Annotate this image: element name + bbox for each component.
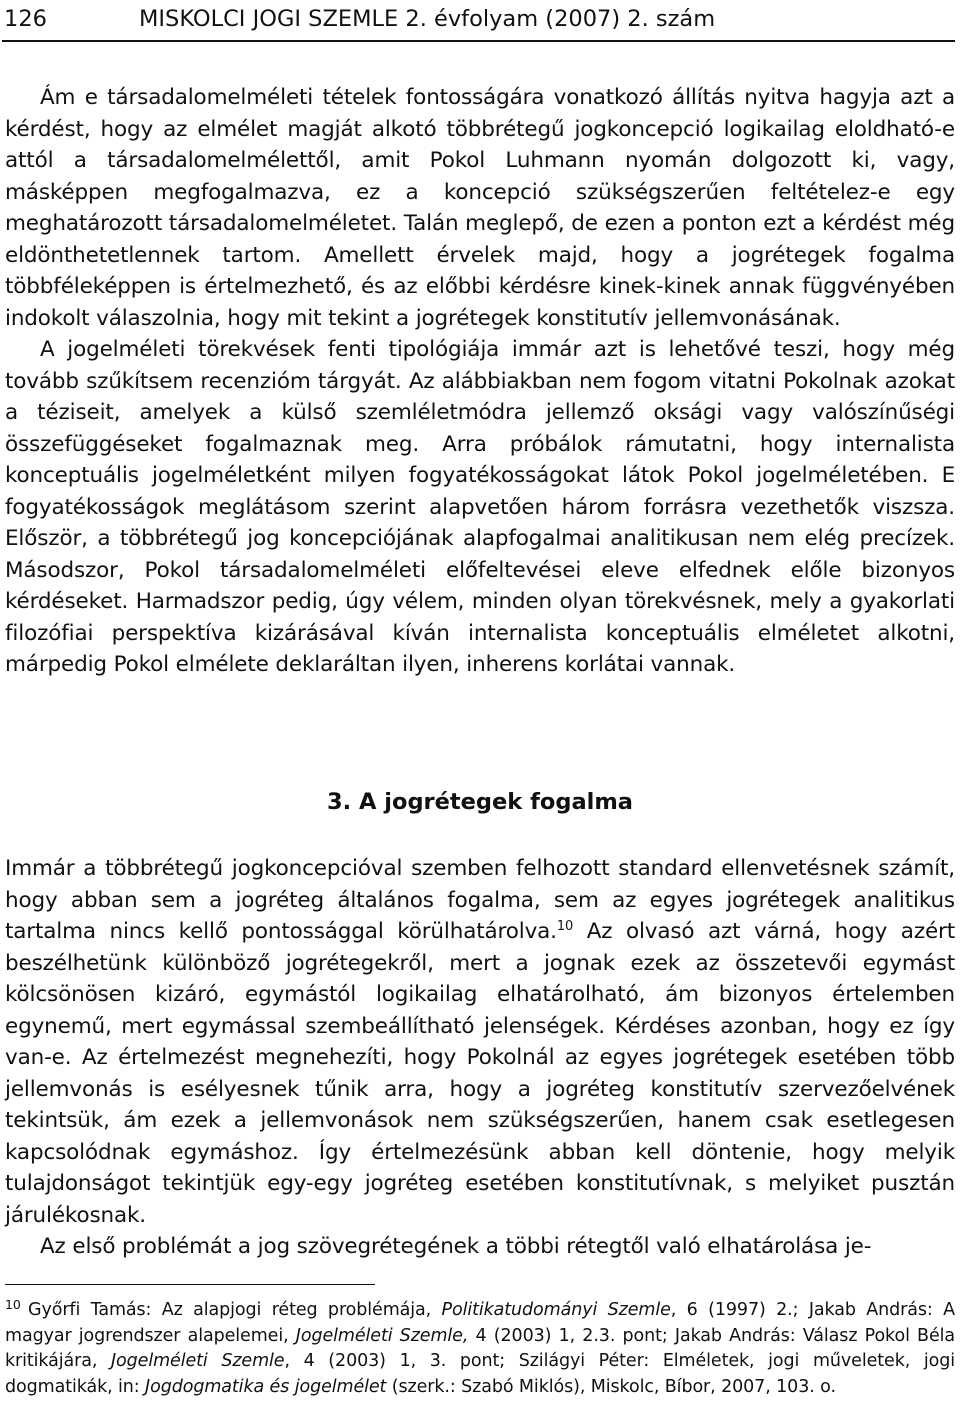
- paragraph: [5, 853, 955, 1231]
- running-header: [4, 4, 954, 38]
- footnote-number: 10: [5, 1297, 21, 1312]
- footnote-segment: (szerk.: Szabó Miklós), Miskolc, Bíbor, 2007, 103. o.: [386, 1376, 836, 1397]
- section-1-text: [5, 82, 955, 681]
- journal-title: MISKOLCI JOGI SZEMLE 2. évfolyam (2007) 2. szám: [139, 6, 716, 32]
- paragraph: A jogelméleti törekvések fenti tipológiája immár azt is lehetővé teszi, hogy még tovább szűkítsem recenzióm tárgyát. Az alábbiakban nem fogom vitatni Pokolnak azokat a téziseit, amelyek a külső szemléletmódra jellemző oksági vagy valószínűségi összefüggéseket fogalmaznak meg. Arra próbálok rámutatni, hogy internalista konceptuális jogelméletként milyen fogyatékosságokat látok Pokol jogelméletében. E fogyatékosságok meglátásom szerint alapvetően három forrásra vezethetők viszsza. Először, a többrétegű jog koncepciójának alapfogalmai analitikusan nem elég precízek. Másodszor, Pokol társadalomelméleti előfeltevései eleve elfednek előle bizonyos kérdéseket. Harmadszor pedig, úgy vélem, minden olyan törekvésnek, mely a gyakorlati filozófiai perspektíva kizárásával kíván internalista konceptuális elméletet alkotni, márpedig Pokol elmélete deklaráltan ilyen, inherens korlátai vannak.: [5, 337, 955, 677]
- section-heading: 3. A jogrétegek fogalma: [327, 789, 633, 815]
- footnote-book-title: Jogdogmatika és jogelmélet: [145, 1376, 387, 1397]
- footnote-journal-title: Jogelméleti Szemle,: [295, 1325, 469, 1346]
- footnote: [5, 1298, 955, 1400]
- footnote-journal-title: Politikatudományi Szemle: [441, 1300, 671, 1320]
- footnote-segment: 4 (2003) 1, 2.3. pont; Jakab András: Válasz Pokol Béla kritikájára,: [5, 1325, 956, 1371]
- paragraph: Az első problémát a jog szövegrétegének a többi rétegtől való elhatárolása je-: [40, 1234, 872, 1259]
- footnote-text: [5, 1298, 955, 1400]
- footnote-segment: , 4 (2003) 1, 3. pont; Szilágyi Péter: Elméletek, jogi műveletek, jogi dogmatikák, in:: [5, 1351, 955, 1397]
- paragraph: Ám e társadalomelméleti tételek fontosságára vonatkozó állítás nyitva hagyja azt a kérdést, hogy az elmélet magját alkotó többrétegű jogkoncepció logikailag eloldható-e attól a társadalomelmélettől, amit Pokol Luhmann nyomán dolgozott ki, vagy, másképpen megfogalmazva, ez a koncepció szükségszerűen feltételez-e egy meghatározott társadalomelméletet. Talán meglepő, de ezen a ponton ezt a kérdést még eldönthetetlennek tartom. Amellett érvelek majd, hogy a jogrétegek fogalma többféleképpen is értelmezhető, és az előbbi kérdésre kinek-kinek annak függvényében indokolt válaszolnia, hogy mit tekint a jogrétegek konstitutív jellemvonásának.: [5, 85, 955, 331]
- paragraph-text: Az olvasó azt várná, hogy azért beszélhetünk különböző jogrétegekről, mert a jognak ezek az összetevői egymást kölcsönösen kizáró, egymástól logikailag elhatárolható, ám bizonyos értelemben egynemű, mert egymással szembeállítható jelenségek. Kérdéses azonban, hogy ez így van-e. Az értelmezést megnehezíti, hogy Pokolnál az egyes jogrétegek esetében több jellemvonás is esélyesnek tűnik arra, hogy a jogréteg konstitutív szervezőelvének tekintsük, ám ezek a jellemvonások nem szükségszerűen, hanem csak esetlegesen kapcsolódnak egymáshoz. Így értelmezésünk abban kell döntenie, hogy melyik tulajdonságot tekintjük egy-egy jogréteg esetében konstitutívnak, s melyiket pusztán járulékosnak.: [5, 919, 955, 1228]
- page-number: 126: [4, 6, 47, 32]
- footnote-segment: , 6 (1997) 2.; Jakab András: A magyar jogrendszer alapelemei,: [5, 1300, 955, 1346]
- paragraph-text: Immár a többrétegű jogkoncepcióval szemben felhozott standard ellenvetésnek számít, hogy abban sem a jogréteg általános fogalma, sem az egyes jogrétegek analitikus tartalma nincs kellő pontossággal körülhatárolva.: [5, 856, 955, 944]
- footnote-rule: [5, 1284, 375, 1285]
- header-rule: [2, 40, 955, 42]
- footnote-journal-title: Jogelméleti Szemle: [111, 1351, 285, 1371]
- footnote-reference[interactable]: 10: [556, 919, 574, 934]
- section-2-text: [5, 853, 955, 1263]
- footnote-segment: Győrfi Tamás: Az alapjogi réteg problémája,: [28, 1300, 442, 1320]
